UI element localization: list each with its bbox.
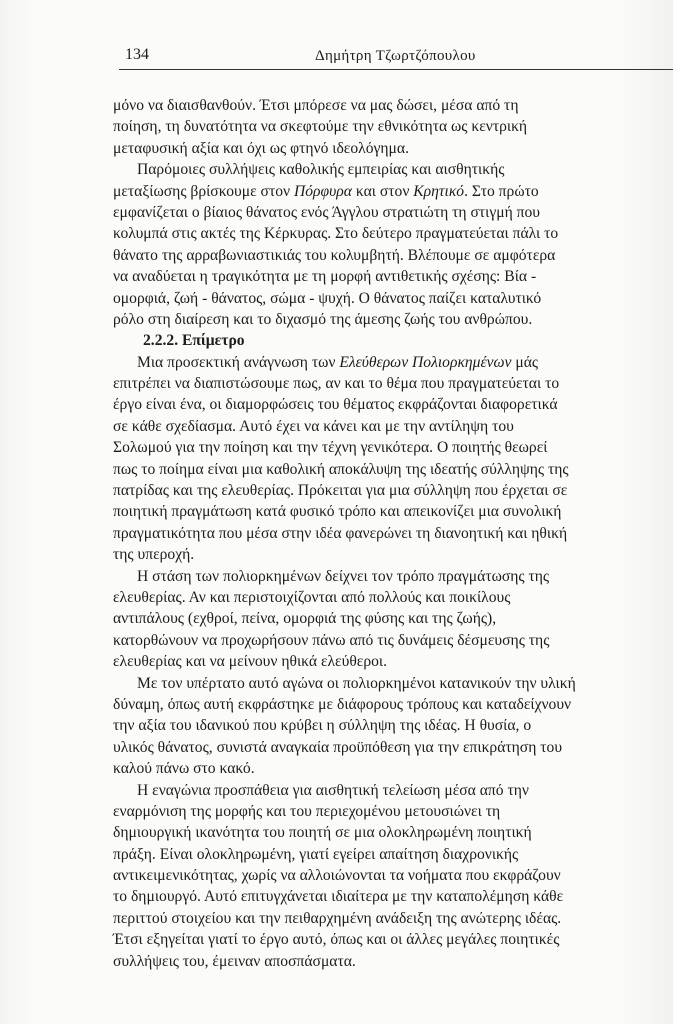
text-line: επιτρέπει να διαπιστώσουμε πως, αν και το θέμα που πραγματεύεται το bbox=[113, 375, 560, 393]
text-line: πράξη. Είναι ολοκληρωμένη, γιατί εγείρει απαίτηση διαχρονικής bbox=[113, 845, 519, 863]
text-line: δημιουργική ικανότητα του ποιητή σε μια ολοκληρωμένη ποιητική bbox=[113, 824, 532, 842]
text-line: μόνο να διαισθανθούν. Έτσι μπόρεσε να μας δώσει, μέσα από τη bbox=[113, 97, 519, 114]
header-rule bbox=[119, 69, 673, 70]
text-line: πως το ποίημα είναι μια καθολική αποκάλυψη της ιδεατής σύλληψης της bbox=[113, 460, 569, 478]
body-text bbox=[113, 95, 673, 972]
text-line: πατρίδας και της ελευθερίας. Πρόκειται για μια σύλληψη που έρχεται σε bbox=[113, 482, 568, 500]
text-line: περιττού στοιχείου και την πειθαρχημένη ανάδειξη της ανώτερης ιδέας. bbox=[113, 909, 562, 927]
page-number: 134 bbox=[125, 46, 149, 63]
text-line: έργο είναι ένα, οι διαμορφώσεις του θέματος εκφράζονται διαφορετικά bbox=[113, 396, 558, 414]
work-title: Κρητικό bbox=[413, 182, 465, 200]
text-line: μεταφυσική αξία και όχι ως φτηνό ιδεολόγημα. bbox=[113, 139, 409, 157]
text-line: Παρόμοιες συλλήψεις καθολικής εμπειρίας και αισθητικής bbox=[137, 161, 505, 179]
text-line: Έτσι εξηγείται γιατί το έργο αυτό, όπως και οι άλλες μεγάλες ποιητικές bbox=[113, 931, 560, 949]
text-line: υλικός θάνατος, συνιστά αναγκαία προϋπόθεση για την επικράτηση του bbox=[113, 738, 563, 756]
text-line: Η στάση των πολιορκημένων δείχνει τον τρόπο πραγμάτωσης της bbox=[137, 567, 550, 585]
text-line: ποιητική πραγμάτωση κατά φυσικό τρόπο και απεικονίζει μια συνολική bbox=[113, 503, 562, 521]
text-line: την αξία του ιδανικού που κρύβει η σύλληψη της ιδέας. Η θυσία, ο bbox=[113, 717, 532, 735]
text-line: Σολωμού για την ποίηση και την τέχνη γενικότερα. Ο ποιητής θεωρεί bbox=[113, 439, 548, 457]
text-line: Με τον υπέρτατο αυτό αγώνα οι πολιορκημένοι κατανικούν την υλική bbox=[137, 674, 576, 692]
text-line: κατορθώνουν να προχωρήσουν πάνω από τις δυνάμεις δέσμευσης της bbox=[113, 631, 550, 649]
text-line: κολυμπά στις ακτές της Κέρκυρας. Στο δεύτερο πραγματεύεται πάλι το bbox=[113, 225, 559, 243]
text-line: καλού πάνω στο κακό. bbox=[113, 760, 255, 778]
text-line: της υπεροχή. bbox=[113, 546, 195, 564]
work-title: Πόρφυρα bbox=[293, 182, 352, 200]
text-line: το δημιουργό. Αυτό επιτυγχάνεται ιδιαίτερα με την καταπολέμηση κάθε bbox=[113, 888, 564, 906]
text-line: να αναδύεται η τραγικότητα με τη μορφή αντιθετικής σχέσης: Βία - bbox=[113, 268, 537, 286]
text-line: Μια προσεκτική ανάγνωση των Ελεύθερων Πολιορκημένων μάς bbox=[137, 353, 539, 371]
text-line: πραγματικότητα που μέσα στην ιδέα φανερώνει τη διανοητική και ηθική bbox=[113, 524, 568, 542]
page-header bbox=[119, 46, 673, 70]
section-heading: 2.2.2. Επίμετρο bbox=[143, 332, 245, 350]
text-line: ελευθερίας. Αν και περιστοιχίζονται από πολλούς και ποικίλους bbox=[113, 588, 511, 606]
text-line: Η εναγώνια προσπάθεια για αισθητική τελείωση μέσα από την bbox=[137, 781, 529, 799]
work-title: Ελεύθερων Πολιορκημένων bbox=[339, 353, 512, 371]
running-head: Δημήτρη Τζωρτζόπουλου bbox=[315, 48, 476, 64]
text-line: ομορφιά, ζωή - θάνατος, σώμα - ψυχή. Ο θάνατος παίζει καταλυτικό bbox=[113, 289, 542, 307]
text-line: ποίηση, τη δυνατότητα να σκεφτούμε την εθνικότητα ως κεντρική bbox=[113, 118, 528, 136]
text-line: θάνατο της αρραβωνιαστικιάς του κολυμβητή. Βλέπουμε σε αμφότερα bbox=[113, 246, 556, 264]
text-line: ελευθερίας και να μείνουν ηθικά ελεύθεροι. bbox=[113, 653, 388, 671]
text-line: εμφανίζεται ο βίαιος θάνατος ενός Άγγλου στρατιώτη τη στιγμή που bbox=[113, 203, 541, 221]
text-line: ρόλο στη διαίρεση και το διχασμό της άμεσης ζωής του ανθρώπου. bbox=[113, 310, 533, 328]
text-line: εναρμόνιση της μορφής και του περιεχομένου μετουσιώνει τη bbox=[113, 802, 501, 820]
text-line: συλλήψεις του, έμειναν αποσπάσματα. bbox=[113, 952, 356, 970]
text-line: σε κάθε σχεδίασμα. Αυτό έχει να κάνει και με την αντίληψη του bbox=[113, 417, 514, 435]
text-line: αντιπάλους (εχθροί, πείνα, ομορφιά της φύσης και της ζωής), bbox=[113, 610, 497, 628]
text-line: αντικειμενικότητας, χωρίς να αλλοιώνονται τα νοήματα που εκφράζουν bbox=[113, 867, 561, 885]
text-line: δύναμη, όπως αυτή εκφράστηκε με διάφορους τρόπους και καταδείχνουν bbox=[113, 695, 572, 713]
text-line: μεταξίωσης βρίσκουμε στον Πόρφυρα και στον Κρητικό. Στο πρώτο bbox=[113, 182, 539, 200]
